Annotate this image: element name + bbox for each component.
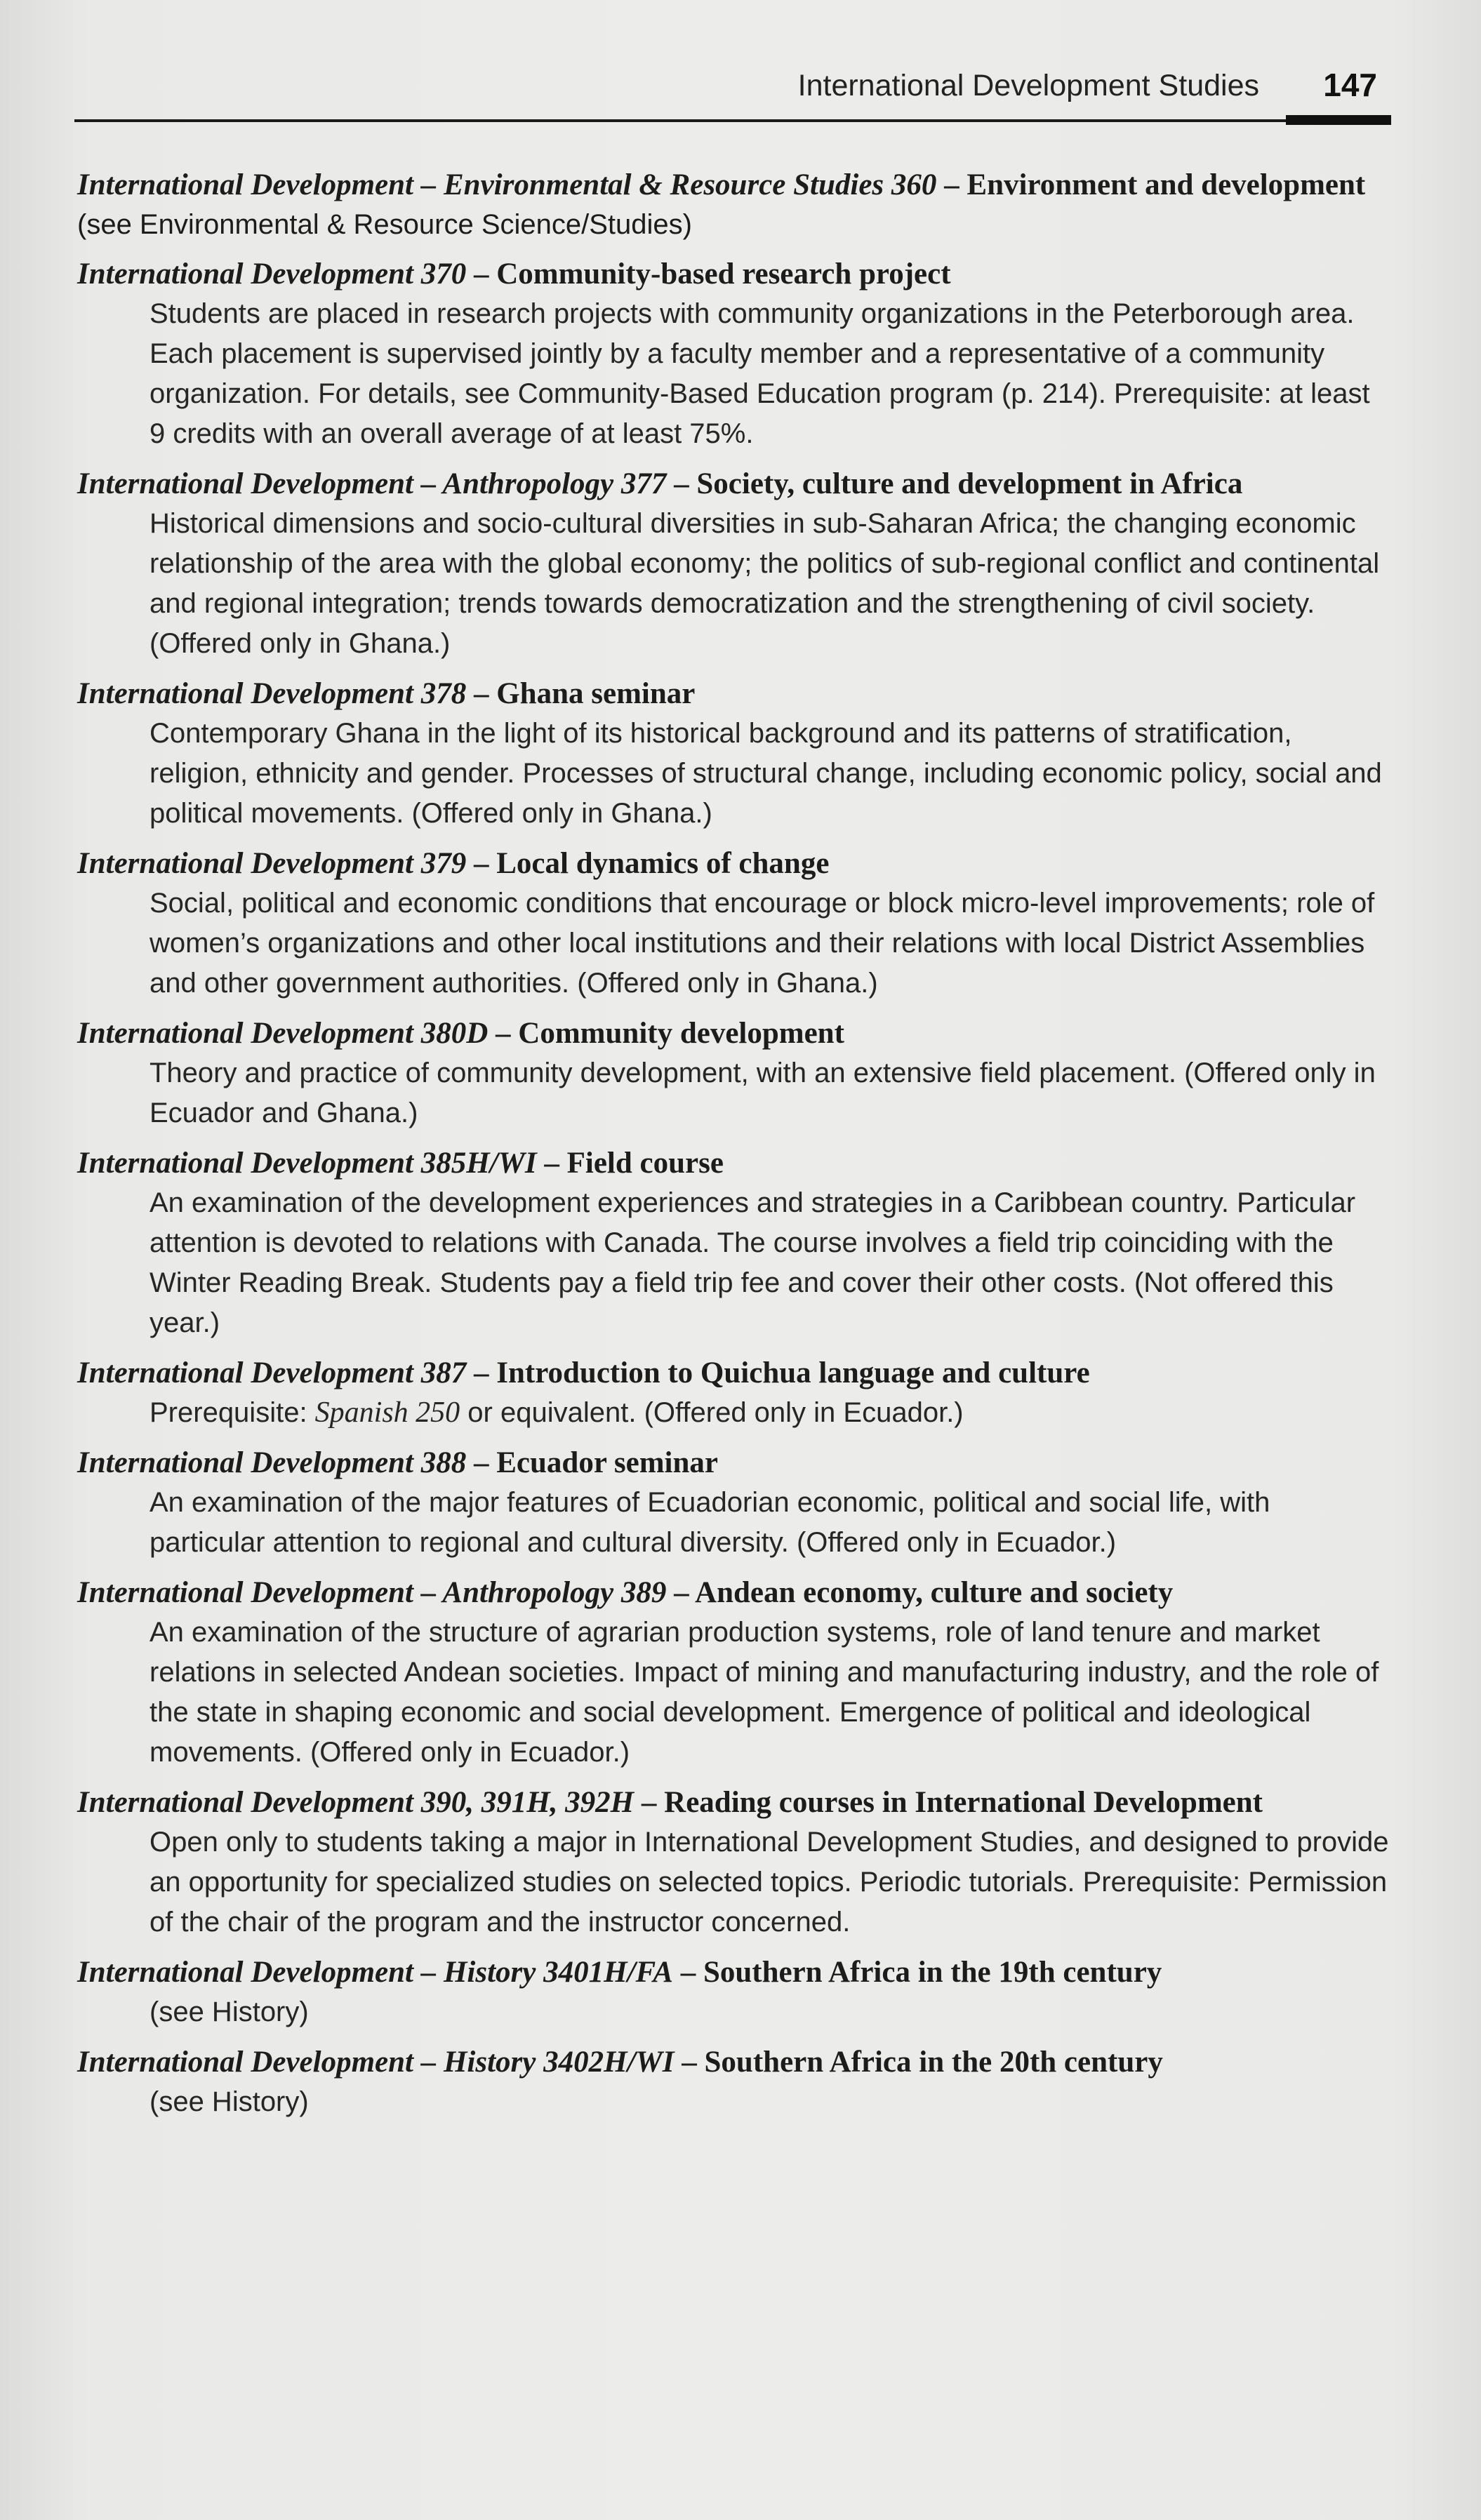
prerequisite-course: Spanish 250 — [314, 1396, 460, 1429]
course-code: International Development 388 — [77, 1446, 467, 1479]
cross-reference: (see Environmental & Resource Science/Studies) — [77, 209, 692, 240]
course-title: Field course — [566, 1147, 724, 1180]
course-entry-377 — [77, 465, 1390, 664]
cross-reference: (see History) — [150, 1996, 309, 2027]
course-code: International Development 387 — [77, 1356, 467, 1389]
course-description: An examination of the structure of agrarian production systems, role of land tenure and market relations in selected Andean societies. Impact of mining and manufacturing industry, and the role of the state in shaping economic and social development. Emergence of political and ideological movements. (Offered only in Ecuador.) — [150, 1617, 1379, 1768]
course-entry-378 — [77, 674, 1390, 834]
separator: – — [466, 258, 497, 291]
course-description: Historical dimensions and socio-cultural diversities in sub-Saharan Africa; the changing economic relationship of the area with the global economy; the politics of sub-regional conflict and continental and regional integration; trends towards democratization and the strengthening of civil society. (Offered only in Ghana.) — [150, 508, 1380, 659]
separator: – — [672, 1956, 703, 1989]
course-title: Reading courses in International Development — [664, 1786, 1263, 1819]
separator: – — [466, 1446, 497, 1479]
course-description: An examination of the major features of Ecuadorian economic, political and social life, with particular attention to regional and cultural diversity. (Offered only in Ecuador.) — [150, 1487, 1270, 1558]
separator: – — [666, 1576, 696, 1609]
course-entry-3402h — [77, 2043, 1390, 2122]
cross-reference: (see History) — [150, 2086, 309, 2117]
prerequisite-label: Prerequisite: — [150, 1397, 315, 1428]
course-heading — [77, 255, 1390, 294]
course-title: Ecuador seminar — [496, 1446, 718, 1479]
course-heading — [77, 1783, 1390, 1822]
course-heading — [77, 2043, 1390, 2082]
course-description: Open only to students taking a major in International Development Studies, and designed to provide an opportunity for specialized studies on selected topics. Periodic tutorials. Prerequisite: Permission of the chair of the program and the instructor concerned. — [150, 1827, 1389, 1938]
course-heading — [77, 465, 1390, 504]
course-heading — [77, 1354, 1390, 1393]
course-code: International Development 380D — [77, 1017, 489, 1050]
course-entry-385h — [77, 1144, 1390, 1343]
course-title: Society, culture and development in Africa — [696, 467, 1243, 500]
course-heading — [77, 1444, 1390, 1483]
course-description: Social, political and economic conditions that encourage or block micro-level improvements; role of women’s organizations and other local institutions and their relations with local District Assemblies and other government authorities. (Offered only in Ghana.) — [150, 888, 1375, 999]
course-description: Theory and practice of community development, with an extensive field placement. (Offered only in Ecuador and Ghana.) — [150, 1058, 1376, 1128]
course-heading — [77, 166, 1390, 244]
course-heading — [77, 1953, 1390, 1992]
course-code: International Development 370 — [77, 258, 467, 291]
course-description: Contemporary Ghana in the light of its historical background and its patterns of stratification, religion, ethnicity and gender. Processes of structural change, including economic policy, social and political movements. (Offered only in Ghana.) — [150, 718, 1382, 829]
course-title: Environment and development — [967, 168, 1366, 201]
course-list — [77, 166, 1390, 2133]
course-code: International Development 385H/WI — [77, 1147, 537, 1180]
course-heading — [77, 1144, 1390, 1183]
separator: – — [466, 1356, 497, 1389]
course-description: Students are placed in research projects with community organizations in the Peterborough area. Each placement is supervised jointly by a faculty member and a representative of a community organization. For details, see Community-Based Education program (p. 214). Prerequisite: at least 9 credits with an overall average of at least 75%. — [150, 298, 1370, 449]
course-entry-370 — [77, 255, 1390, 454]
course-heading — [77, 674, 1390, 714]
course-title: Community development — [518, 1017, 844, 1050]
separator: – — [634, 1786, 665, 1819]
separator: – — [666, 467, 697, 500]
course-title: Introduction to Quichua language and culture — [496, 1356, 1090, 1389]
separator: – — [466, 677, 497, 710]
course-entry-3401h — [77, 1953, 1390, 2032]
course-code: International Development – Environmental & Resource Studies 360 — [77, 168, 937, 201]
course-title: Southern Africa in the 19th century — [703, 1956, 1162, 1989]
page-header — [74, 65, 1391, 121]
course-code: International Development 390, 391H, 392H — [77, 1786, 635, 1819]
prerequisite-note: or equivalent. (Offered only in Ecuador.) — [460, 1397, 964, 1428]
course-heading — [77, 1573, 1390, 1613]
course-code: International Development – History 3401H/FA — [77, 1956, 673, 1989]
course-entry-389 — [77, 1573, 1390, 1773]
course-code: International Development – Anthropology 389 — [77, 1576, 667, 1609]
course-title: Local dynamics of change — [496, 847, 830, 880]
course-entry-388 — [77, 1444, 1390, 1563]
course-entry-390 — [77, 1783, 1390, 1942]
separator: – — [488, 1017, 519, 1050]
course-heading — [77, 844, 1390, 884]
header-rule-accent — [1286, 115, 1391, 125]
course-entry-379 — [77, 844, 1390, 1004]
course-code: International Development 378 — [77, 677, 467, 710]
separator: – — [466, 847, 497, 880]
course-entry-387 — [77, 1354, 1390, 1433]
course-title: Southern Africa in the 20th century — [704, 2046, 1163, 2079]
separator: – — [674, 2046, 705, 2079]
separator: – — [936, 168, 967, 201]
course-description: An examination of the development experiences and strategies in a Caribbean country. Particular attention is devoted to relations with Canada. The course involves a field trip coinciding with the Winter Reading Break. Students pay a field trip fee and cover their other costs. (Not offered this year.) — [150, 1187, 1356, 1338]
course-heading — [77, 1014, 1390, 1053]
header-rule — [74, 119, 1391, 122]
course-code: International Development – History 3402H/WI — [77, 2046, 675, 2079]
separator: – — [536, 1147, 567, 1180]
course-entry-380d — [77, 1014, 1390, 1133]
course-title: Andean economy, culture and society — [695, 1576, 1174, 1609]
course-title: Ghana seminar — [496, 677, 696, 710]
page-number: 147 — [1323, 67, 1377, 103]
course-entry-360 — [77, 166, 1390, 244]
course-description — [77, 1393, 1390, 1433]
course-code: International Development – Anthropology 377 — [77, 467, 667, 500]
running-title: International Development Studies — [797, 69, 1259, 102]
course-title: Community-based research project — [496, 258, 951, 291]
course-code: International Development 379 — [77, 847, 467, 880]
